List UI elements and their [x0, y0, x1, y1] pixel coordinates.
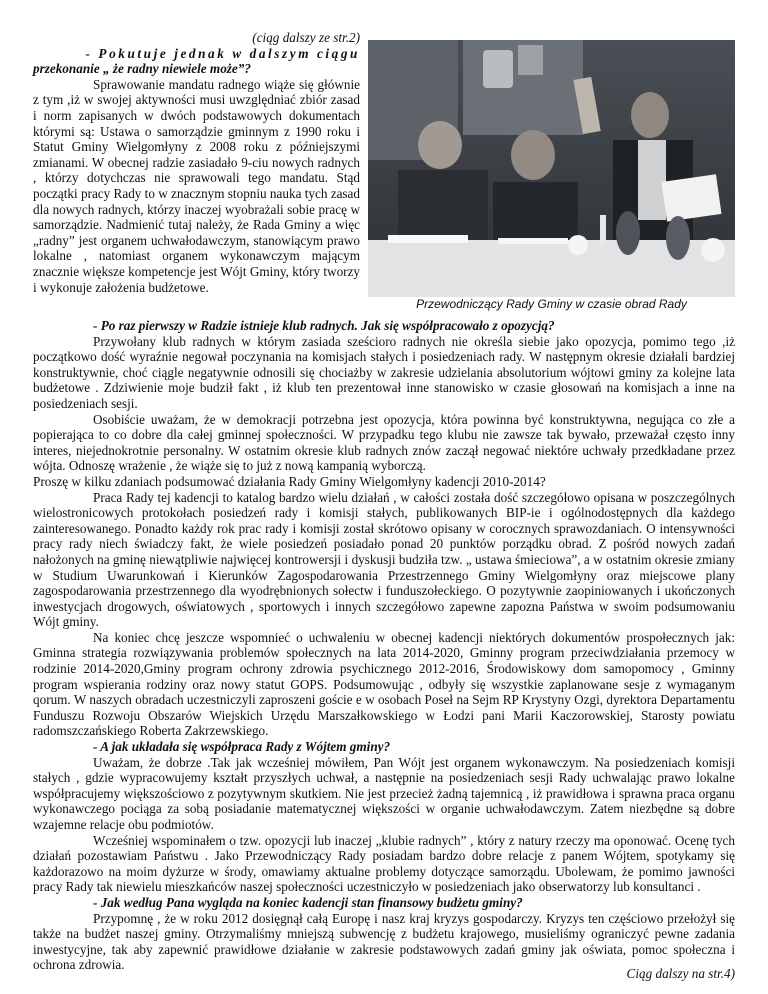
photo-illustration	[368, 40, 735, 297]
paragraph-1: Sprawowanie mandatu radnego wiąże się głównie z tym ,iż w swojej aktywności musi uwzględniać zbiór zasad i norm zapisanych w dwóch podstawowych dokumentach którymi są: Ustawa o samorządzie gminnym z 1990 roku i Statut Gminy Wielgomłyny z 2008 roku z późniejszymi zmianami. W obecnej radzie zasiadało 9-ciu nowych radnych , którzy dotychczas nie sprawowali tego mandatu. Stąd początki pracy Rady to w znacznym stopniu nauka tych zasad dla nowych radnych, którzy inaczej wyobrażali sobie pracę w samorządzie. Nadmienić tutaj należy, że Rada Gminy a więc „radny” jest organem uchwałodawczym, stanowiącym prawo lokalne , natomiast organem wykonawczym mającym znacznie większe kompetencje jest Wójt Gminy, który tworzy i wykonuje założenia budżetowe.	[33, 76, 361, 295]
paragraph-6: Uważam, że dobrze .Tak jak wcześniej mówiłem, Pan Wójt jest organem wykonawczym. Na posiedzeniach komisji stałych , gdzie wypracowujemy kształt przyszłych uchwał, a następnie na posiedzeniach sesji Rady uchwalając prawo lokalne współpracujemy większościowo z pozytywnym skutkiem. Nie jest przecież żadną tajemnicą , iż prawidłowa i sprawna praca organu wykonawczego pociąga za sobą posiadanie matematycznej większości w organie uchwałodawczym. Zatem niezbędne są dobre wzajemne relacje obu podmiotów.	[33, 754, 735, 832]
question-heading-1a: - Pokutuje jednak w dalszym ciągu	[85, 45, 360, 61]
continued-from-note: (ciąg dalszy ze str.2)	[252, 30, 360, 45]
paragraph-4: Praca Rady tej kadencji to katalog bardzo wielu działań , w całości została dość szczegółowo opisana w poszczególnych wielostronicowych protokołach posiedzeń rady i komisji stałych, publikowanych BIP-ie i ogólnodostępnych dla każdego zainteresowanego. Ponadto każdy rok prac rady i komisji został skrótowo opisany w corocznych sprawozdaniach. O intensywności pracy rady niech świadczy fakt, że wiele posiedzeń posiadało ponad 20 punktów porządku obrad. Z pośród nowych zadań nałożonych na gminę niewątpliwie najwięcej kontrowersji i dyskusji budziła tzw. „ ustawa śmieciowa”, a w ostatnim okresie zmiany w Studium Uwarunkowań i Kierunków Zagospodarowania Przestrzennego Gminy Wielgomłyny oraz miejscowe plany zagospodarowania przestrzennego dla wyodrębnionych sołectw i funduszołeckiego. O pozytywnie zaopiniowanych i ukończonych inwestycjach drogowych, oświatowych , sportowych i innych szczegółowo zapewne zapozna Państwa w swoim podsumowaniu Wójt gminy.	[33, 489, 735, 630]
question-heading-4: - A jak układała się współpraca Rady z Wójtem gminy?	[93, 739, 391, 755]
intro-column	[33, 30, 360, 295]
question-heading-5: - Jak według Pana wygląda na koniec kadencji stan finansowy budżetu gminy?	[93, 894, 523, 910]
paragraph-2: Przywołany klub radnych w którym zasiada sześcioro radnych nie określa siebie jako opozycja, pomimo tego ,iż początkowo dość wyraźnie negował poczynania na komisjach stałych i posiedzeniach rady. W następnym okresie działali bardziej konstruktywnie, choć ciągle negatywnie odnosili się chociażby w zakresie udzielania absolutorium wójtowi gminy za kolejne lata budżetowe . Zdziwienie moje budził fakt , iż klub ten prezentował inne stanowisko w czasie głosowań na komisjach a inne na posiedzeniach sesji.	[33, 333, 735, 411]
article-body	[33, 318, 735, 973]
question-heading-2: - Po raz pierwszy w Radzie istnieje klub radnych. Jak się współpracowało z opozycją?	[93, 318, 555, 333]
paragraph-8: Przypomnę , że w roku 2012 dosięgnął całą Europę i nasz kraj kryzys gospodarczy. Kryzys ten częściowo przełożył się także na budżet naszej gminy. Otrzymaliśmy mniejszą subwencję z budżetu krajowego, musieliśmy ograniczyć pewne zadania inwestycyjne, tak aby zapewnić prawidłowe działanie w zakresie podstawowych zadań gminy jak oświata, pomoc społeczna i ochrona zdrowia.	[33, 910, 735, 973]
paragraph-7: Wcześniej wspominałem o tzw. opozycji lub inaczej „klubie radnych” , który z natury rzeczy ma oponować. Ocenę tych działań pozostawiam Państwu . Jako Przewodniczący Rady posiadam bardzo dobre relacje z panem Wójtem, spotykamy się każdorazowo na moim dyżurze w środy, omawiamy aktualne problemy dotyczące samorządu. Ubolewam, że pomimo jawności pracy Rady tak niewielu mieszkańców naszej społeczności uczestniczyło w posiedzeniach jako obserwatorzy lub konsultanci .	[33, 832, 735, 895]
continued-to-note: Ciąg dalszy na str.4)	[626, 966, 735, 981]
council-session-photo	[368, 40, 735, 297]
photo-caption: Przewodniczący Rady Gminy w czasie obrad Rady	[416, 297, 687, 311]
question-heading-1b: przekonanie „ że radny niewiele może”?	[33, 61, 251, 77]
paragraph-5: Na koniec chcę jeszcze wspomnieć o uchwaleniu w obecnej kadencji niektórych dokumentów prospołecznych jak: Gminna strategia rozwiązywania problemów społecznych na lata 2014-2020, Gminny program przeciwdziałania przemocy w rodzinie 2014-2020,Gminy program ochrony zdrowia psychicznego 2012-2016, Środowiskowy dom samopomocy , Gminny program wspierania rodziny oraz nowy statut GOPS. Podsumowując , odbyły się wszystkie zaplanowane sesje z wymaganym qorum. W naszych obradach uczestniczyli zaproszeni goście e w osobach Poseł na Sejm RP Krystyny Ozgi, dyrektora Departamentu Funduszu Rozwoju Obszarów Wiejskich Urzędu Marszałkowskiego w Łodzi pani Marii Kaczorowskiej, Starosty powiatu radomszczańskiego Roberta Zakrzewskiego.	[33, 629, 735, 739]
question-heading-3: Proszę w kilku zdaniach podsumować działania Rady Gminy Wielgomłyny kadencji 2010-2014?	[33, 473, 546, 489]
paragraph-3: Osobiście uważam, że w demokracji potrzebna jest opozycja, która powinna być konstruktywna, negująca co złe a popierająca to co dobre dla całej gminnej społeczności. W przypadku tego klubu nie zawsze tak bywało, przeważał często inny interes, niejednokrotnie personalny. W ostatnim okresie klub radnych znów zaczął negować niektóre uchwały przedkładane przez wójta. Odnoszę wrażenie , że wiąże się to już z nową kampanią wyborczą.	[33, 411, 735, 474]
